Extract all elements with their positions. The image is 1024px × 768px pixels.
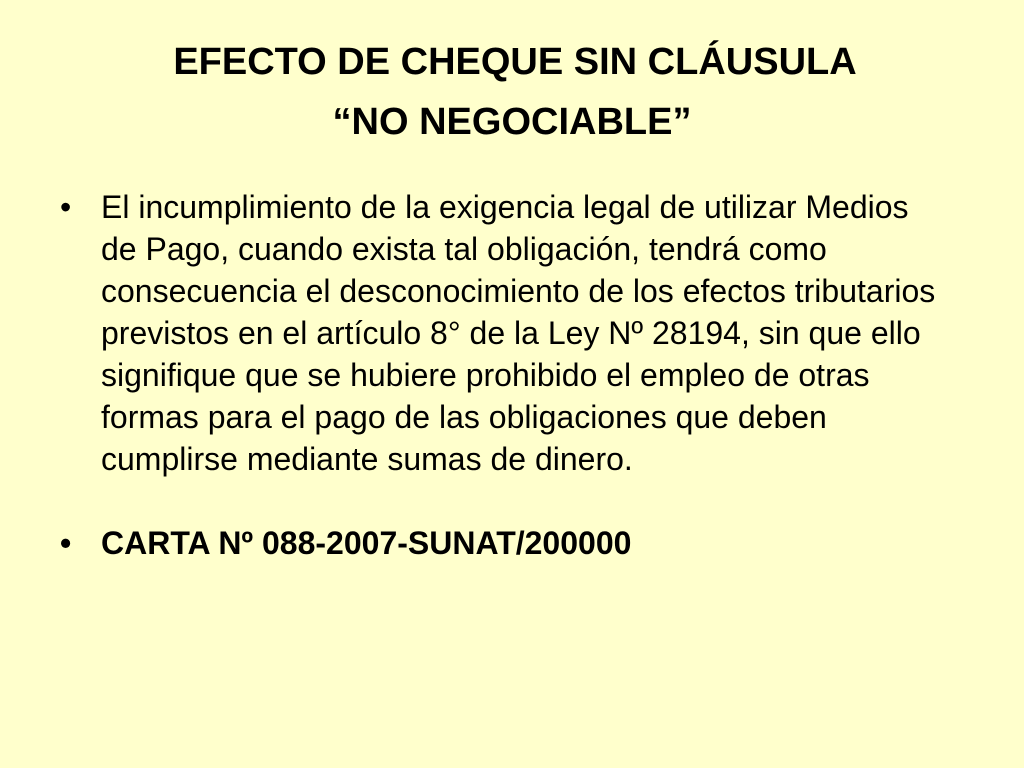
- bullet-text: El incumplimiento de la exigencia legal de utilizar Medios de Pago, cuando exista tal obligación, tendrá como consecuencia el desconocimiento de los efectos tributarios previstos en el artículo 8° de la Ley Nº 28194, sin que ello signifique que se hubiere prohibido el empleo de otras formas para el pago de las obligaciones que deben cumplirse mediante sumas de dinero.: [101, 189, 936, 477]
- bullet-item-carta-reference: [56, 522, 956, 564]
- bullet-marker-icon: •: [60, 189, 72, 225]
- slide-title-line-2: “NO NEGOCIABLE”: [332, 101, 692, 143]
- bullet-item-legal-requirement: [56, 186, 951, 480]
- slide-title-line-1: EFECTO DE CHEQUE SIN CLÁUSULA: [173, 41, 857, 83]
- slide-title: [0, 32, 1024, 152]
- bullet-marker-icon: •: [60, 525, 72, 561]
- bullet-text: CARTA Nº 088-2007-SUNAT/200000: [101, 525, 632, 561]
- bullet-list: [56, 186, 956, 564]
